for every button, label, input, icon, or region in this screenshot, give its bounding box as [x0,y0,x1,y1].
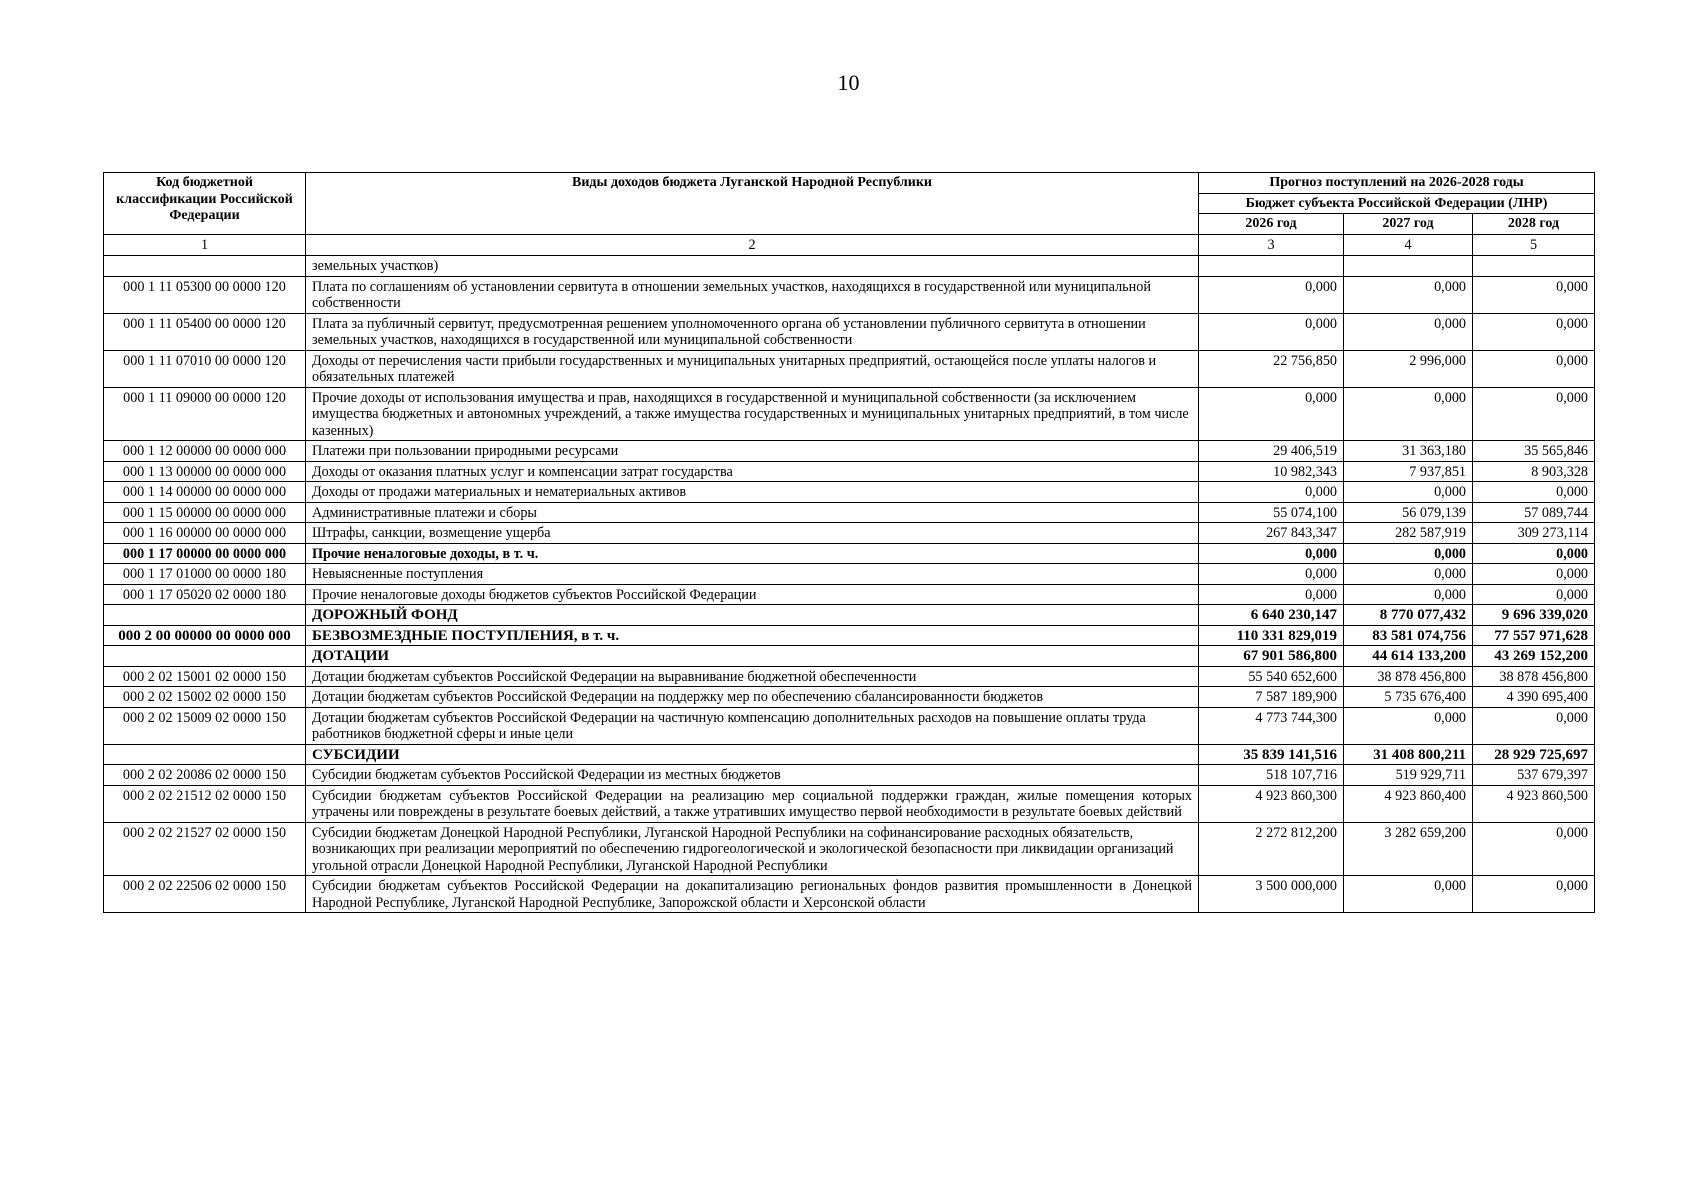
row-code: 000 2 02 21512 02 0000 150 [104,785,306,822]
row-revenue-name: Субсидии бюджетам субъектов Российской Федерации из местных бюджетов [306,765,1199,786]
row-value-2027: 0,000 [1344,584,1473,605]
row-code: 000 2 02 15009 02 0000 150 [104,707,306,744]
table-row [104,276,1595,313]
row-revenue-name: ДОТАЦИИ [306,646,1199,667]
table-row [104,350,1595,387]
row-revenue-name: Платежи при пользовании природными ресурсами [306,441,1199,462]
row-value-2028: 0,000 [1473,387,1595,441]
row-value-2028: 0,000 [1473,564,1595,585]
row-revenue-name: Штрафы, санкции, возмещение ущерба [306,523,1199,544]
row-value-2026: 267 843,347 [1199,523,1344,544]
table-row [104,707,1595,744]
table-row [104,461,1595,482]
row-value-2026: 3 500 000,000 [1199,876,1344,913]
row-value-2026 [1199,256,1344,277]
row-revenue-name: Дотации бюджетам субъектов Российской Федерации на частичную компенсацию дополнительных расходов на повышение оплаты труда работников бюджетной сферы и иные цели [306,707,1199,744]
row-value-2026: 55 074,100 [1199,502,1344,523]
row-value-2027: 519 929,711 [1344,765,1473,786]
table-row [104,543,1595,564]
column-number-row [104,234,1595,256]
row-value-2028: 35 565,846 [1473,441,1595,462]
row-revenue-name: Плата по соглашениям об установлении сервитута в отношении земельных участков, находящихся в государственной или муниципальной собственности [306,276,1199,313]
row-code [104,605,306,626]
row-revenue-name: Доходы от оказания платных услуг и компенсации затрат государства [306,461,1199,482]
header-budget: Бюджет субъекта Российской Федерации (ЛНР) [1199,193,1595,214]
row-value-2028: 0,000 [1473,822,1595,876]
table-row [104,646,1595,667]
row-value-2028: 0,000 [1473,350,1595,387]
row-revenue-name: Субсидии бюджетам субъектов Российской Федерации на докапитализацию региональных фондов развития промышленности в Донецкой Народной Республике, Луганской Народной Республике, Запорожской области и Херсонской области [306,876,1199,913]
row-value-2026: 0,000 [1199,387,1344,441]
row-value-2028: 4 390 695,400 [1473,687,1595,708]
table-body [104,234,1595,913]
row-value-2026: 2 272 812,200 [1199,822,1344,876]
row-value-2027 [1344,256,1473,277]
row-value-2027: 4 923 860,400 [1344,785,1473,822]
row-revenue-name: Субсидии бюджетам субъектов Российской Федерации на реализацию мер социальной поддержки граждан, жилые помещения которых утрачены или повреждены в результате боевых действий, а также утративших имущество первой необходимости в результате боевых действий [306,785,1199,822]
row-value-2026: 0,000 [1199,276,1344,313]
table-row [104,523,1595,544]
column-number: 1 [104,234,306,256]
row-revenue-name: Прочие неналоговые доходы, в т. ч. [306,543,1199,564]
row-value-2028: 0,000 [1473,876,1595,913]
row-value-2026: 10 982,343 [1199,461,1344,482]
table-row [104,687,1595,708]
row-code [104,744,306,765]
row-value-2027: 0,000 [1344,313,1473,350]
row-value-2027: 56 079,139 [1344,502,1473,523]
column-number: 4 [1344,234,1473,256]
row-value-2027: 0,000 [1344,482,1473,503]
row-value-2027: 31 408 800,211 [1344,744,1473,765]
row-value-2028 [1473,256,1595,277]
row-value-2027: 31 363,180 [1344,441,1473,462]
table-row [104,256,1595,277]
table-row [104,822,1595,876]
row-value-2028: 0,000 [1473,313,1595,350]
row-value-2026: 0,000 [1199,543,1344,564]
row-value-2026: 0,000 [1199,564,1344,585]
row-value-2028: 0,000 [1473,276,1595,313]
header-year-2028: 2028 год [1473,214,1595,235]
row-value-2027: 282 587,919 [1344,523,1473,544]
row-code: 000 2 00 00000 00 0000 000 [104,625,306,646]
row-code: 000 1 17 00000 00 0000 000 [104,543,306,564]
row-code: 000 2 02 20086 02 0000 150 [104,765,306,786]
table-row [104,482,1595,503]
row-value-2028: 0,000 [1473,584,1595,605]
row-value-2027: 3 282 659,200 [1344,822,1473,876]
row-value-2027: 0,000 [1344,564,1473,585]
row-value-2027: 0,000 [1344,876,1473,913]
row-value-2027: 0,000 [1344,276,1473,313]
row-value-2026: 29 406,519 [1199,441,1344,462]
table-row [104,666,1595,687]
row-value-2027: 0,000 [1344,543,1473,564]
table-row [104,441,1595,462]
table-row [104,876,1595,913]
table-row [104,785,1595,822]
row-code: 000 1 16 00000 00 0000 000 [104,523,306,544]
row-code: 000 2 02 15001 02 0000 150 [104,666,306,687]
budget-revenue-table [103,172,1595,913]
row-code [104,256,306,277]
row-value-2028: 38 878 456,800 [1473,666,1595,687]
row-code: 000 1 11 09000 00 0000 120 [104,387,306,441]
row-value-2028: 309 273,114 [1473,523,1595,544]
row-value-2026: 35 839 141,516 [1199,744,1344,765]
row-code: 000 1 15 00000 00 0000 000 [104,502,306,523]
row-value-2027: 8 770 077,432 [1344,605,1473,626]
row-value-2028: 0,000 [1473,543,1595,564]
row-revenue-name: ДОРОЖНЫЙ ФОНД [306,605,1199,626]
row-revenue-name: Доходы от перечисления части прибыли государственных и муниципальных унитарных предприятий, остающейся после уплаты налогов и обязательных платежей [306,350,1199,387]
row-code: 000 2 02 21527 02 0000 150 [104,822,306,876]
row-revenue-name: Плата за публичный сервитут, предусмотренная решением уполномоченного органа об установлении публичного сервитута в отношении земельных участков, находящихся в государственной или муниципальной собственности [306,313,1199,350]
row-value-2028: 0,000 [1473,707,1595,744]
table-row [104,744,1595,765]
row-value-2026: 0,000 [1199,313,1344,350]
row-code: 000 1 12 00000 00 0000 000 [104,441,306,462]
table-row [104,584,1595,605]
row-value-2026: 0,000 [1199,482,1344,503]
table-row [104,605,1595,626]
row-code [104,646,306,667]
row-revenue-name: Субсидии бюджетам Донецкой Народной Республики, Луганской Народной Республики на софинансирование расходных обязательств, возникающих при реализации мероприятий по обеспечению гидрогеологической и экологической безопасности при ликвидации организаций угольной отрасли Донецкой Народной Республики, Луганской Народной Республики [306,822,1199,876]
row-value-2027: 5 735 676,400 [1344,687,1473,708]
row-value-2026: 67 901 586,800 [1199,646,1344,667]
table-row [104,765,1595,786]
row-revenue-name: земельных участков) [306,256,1199,277]
row-value-2028: 77 557 971,628 [1473,625,1595,646]
row-value-2028: 0,000 [1473,482,1595,503]
header-forecast: Прогноз поступлений на 2026-2028 годы [1199,173,1595,194]
row-revenue-name: Доходы от продажи материальных и нематериальных активов [306,482,1199,503]
row-value-2028: 4 923 860,500 [1473,785,1595,822]
row-value-2026: 7 587 189,900 [1199,687,1344,708]
row-value-2028: 8 903,328 [1473,461,1595,482]
row-value-2027: 7 937,851 [1344,461,1473,482]
row-value-2026: 6 640 230,147 [1199,605,1344,626]
row-value-2027: 38 878 456,800 [1344,666,1473,687]
row-value-2028: 43 269 152,200 [1473,646,1595,667]
table-row [104,502,1595,523]
row-value-2026: 4 773 744,300 [1199,707,1344,744]
row-revenue-name: Прочие доходы от использования имущества и прав, находящихся в государственной и муниципальной собственности (за исключением имущества бюджетных и автономных учреждений, а также имущества государственных и муниципальных унитарных предприятий, в том числе казенных) [306,387,1199,441]
row-value-2026: 110 331 829,019 [1199,625,1344,646]
table-row [104,313,1595,350]
column-number: 5 [1473,234,1595,256]
row-revenue-name: Дотации бюджетам субъектов Российской Федерации на поддержку мер по обеспечению сбалансированности бюджетов [306,687,1199,708]
row-revenue-name: Невыясненные поступления [306,564,1199,585]
table-row [104,564,1595,585]
row-code: 000 1 11 05300 00 0000 120 [104,276,306,313]
row-value-2026: 22 756,850 [1199,350,1344,387]
row-code: 000 2 02 22506 02 0000 150 [104,876,306,913]
row-revenue-name: БЕЗВОЗМЕЗДНЫЕ ПОСТУПЛЕНИЯ, в т. ч. [306,625,1199,646]
column-number: 3 [1199,234,1344,256]
row-code: 000 1 14 00000 00 0000 000 [104,482,306,503]
column-number: 2 [306,234,1199,256]
table-row [104,625,1595,646]
row-code: 000 1 11 05400 00 0000 120 [104,313,306,350]
row-revenue-name: СУБСИДИИ [306,744,1199,765]
header-code: Код бюджетной классификации Российской Федерации [104,173,306,235]
row-value-2026: 518 107,716 [1199,765,1344,786]
row-value-2028: 57 089,744 [1473,502,1595,523]
row-value-2028: 9 696 339,020 [1473,605,1595,626]
row-value-2026: 0,000 [1199,584,1344,605]
row-revenue-name: Административные платежи и сборы [306,502,1199,523]
row-code: 000 1 17 01000 00 0000 180 [104,564,306,585]
row-code: 000 1 17 05020 02 0000 180 [104,584,306,605]
row-value-2027: 2 996,000 [1344,350,1473,387]
header-revenue-type: Виды доходов бюджета Луганской Народной Республики [306,173,1199,235]
row-code: 000 1 11 07010 00 0000 120 [104,350,306,387]
row-code: 000 1 13 00000 00 0000 000 [104,461,306,482]
header-year-2027: 2027 год [1344,214,1473,235]
row-value-2028: 537 679,397 [1473,765,1595,786]
page-number: 10 [837,70,860,95]
table-row [104,387,1595,441]
row-value-2027: 83 581 074,756 [1344,625,1473,646]
row-revenue-name: Дотации бюджетам субъектов Российской Федерации на выравнивание бюджетной обеспеченности [306,666,1199,687]
row-value-2027: 44 614 133,200 [1344,646,1473,667]
row-code: 000 2 02 15002 02 0000 150 [104,687,306,708]
row-value-2026: 55 540 652,600 [1199,666,1344,687]
row-value-2026: 4 923 860,300 [1199,785,1344,822]
row-value-2028: 28 929 725,697 [1473,744,1595,765]
row-value-2027: 0,000 [1344,707,1473,744]
header-year-2026: 2026 год [1199,214,1344,235]
row-revenue-name: Прочие неналоговые доходы бюджетов субъектов Российской Федерации [306,584,1199,605]
row-value-2027: 0,000 [1344,387,1473,441]
